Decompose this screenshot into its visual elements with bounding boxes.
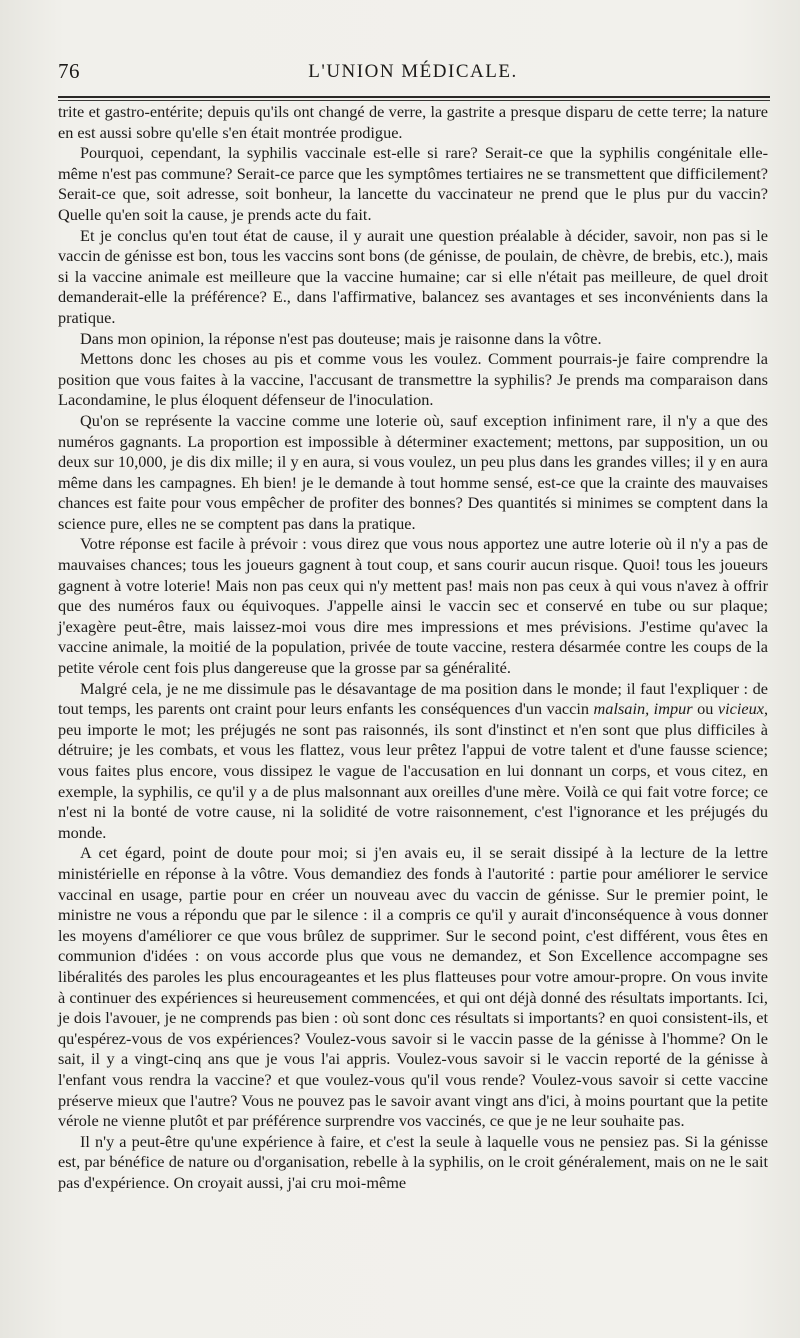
header-rule [58, 96, 770, 98]
header-rule-thin [58, 100, 770, 101]
paragraph [58, 679, 768, 844]
paragraph: Pourquoi, cependant, la syphilis vaccinale est-elle si rare? Serait-ce que la syphilis congénitale elle-même n'est pas commune? Serait-ce parce que les symptômes tertiaires ne se transmettent que difficilement? Serait-ce que, soit adresse, soit bonheur, la lancette du vaccinateur ne prend que le plus pur du vaccin? Quelle qu'en soit la cause, je prends acte du fait. [58, 143, 768, 224]
page-header [58, 55, 768, 89]
italic-term: malsain, impur [593, 699, 693, 719]
body-text [58, 102, 768, 1193]
paragraph: Dans mon opinion, la réponse n'est pas douteuse; mais je raisonne dans la vôtre. [80, 328, 602, 348]
page-number: 76 [58, 59, 80, 83]
paragraph: A cet égard, point de doute pour moi; si j'en avais eu, il se serait dissipé à la lecture de la lettre ministérielle en réponse à la vôtre. Vous demandiez des fonds à l'autorité : partie pour améliorer le service vaccinal en usage, partie pour en créer un nouveau avec du vaccin de génisse. Sur le premier point, le ministre ne vous a répondu que par le silence : il a compris ce qu'il y aurait d'inconséquence à vous donner les moyens d'améliorer ce que vous brûlez de supprimer. Sur le second point, c'est différent, vous êtes en communion d'idées : on vous accorde plus que vous ne demandez, et Son Excellence accompagne ses libéralités des paroles les plus encourageantes et les plus flatteuses pour votre amour-propre. On vous invite à continuer des expériences si heureusement commencées, et qui ont déjà donné des résultats importants. Ici, je dois l'avouer, je ne comprends pas bien : où sont donc ces résultats si importants? en quoi consistent-ils, et qu'espérez-vous de vos expériences? Voulez-vous savoir si le vaccin passe de la génisse à l'homme? On le sait, il y a vingt-cinq ans que je vous l'ai appris. Voulez-vous savoir si le vaccin reporté de la génisse à l'enfant vous rendra la vaccine? et que voulez-vous qu'il vous rende? Voulez-vous savoir si cette vaccine préserve mieux que l'autre? Vous ne pouvez pas le savoir avant vingt ans d'ici, à moins pourtant que la petite vérole ne vienne plutôt et par préférence surprendre vos vaccinés, ce que je ne leur souhaite pas. [58, 843, 768, 1131]
paragraph: Il n'y a peut-être qu'une expérience à faire, et c'est la seule à laquelle vous ne pensiez pas. Si la génisse est, par bénéfice de nature ou d'organisation, rebelle à la syphilis, on le croit généralement, mais on ne le sait pas d'expérience. On croyait aussi, j'ai cru moi-même [58, 1131, 768, 1192]
paragraph: Mettons donc les choses au pis et comme vous les voulez. Comment pourrais-je faire comprendre la position que vous faites à la vaccine, l'accusant de transmettre la syphilis? Je prends ma comparaison dans Lacondamine, le plus éloquent défenseur de l'inoculation. [58, 349, 768, 410]
paragraph-text: Malgré cela, je ne me dissimule pas le désavantage de ma position dans le monde; il faut l'expliquer : de tout temps, les parents ont craint pour leurs enfants les conséquences d'un vaccin [58, 678, 768, 719]
paragraph: Qu'on se représente la vaccine comme une loterie où, sauf exception infiniment rare, il n'y a que des numéros gagnants. La proportion est impossible à déterminer exactement; mettons, par supposition, un ou deux sur 10,000, je dis dix mille; il y en aura, si vous voulez, un peu plus dans les grandes villes; il y en aura même dans les campagnes. Eh bien! je le demande à tout homme sensé, est-ce que la crainte des mauvaises chances est faite pour vous empêcher de profiter des bonnes? Des quantités si minimes se comptent dans la science pure, elles ne se comptent pas dans la pratique. [58, 410, 768, 533]
paragraph: Votre réponse est facile à prévoir : vous direz que vous nous apportez une autre loterie où il n'y a pas de mauvaises chances; tous les joueurs gagnent à tout coup, et sans courir aucun risque. Quoi! tous les joueurs gagnent à votre loterie! Mais non pas ceux qui n'y mettent pas! mais non pas ceux à qui vous n'avez à offrir que des numéros faux ou équivoques. J'appelle ainsi le vaccin sec et conservé en tube ou sur plaque; j'exagère peut-être, mais laissez-moi vous dire mes impressions et mes prévisions. J'estime qu'avec la vaccine animale, la moitié de la population, privée de toute vaccine, restera désarmée contre les coups de la petite vérole cent fois plus dangereuse que la grosse par sa généralité. [58, 534, 768, 678]
paragraph-continuation: trite et gastro-entérite; depuis qu'ils ont changé de verre, la gastrite a presque disparu de cette terre; la nature en est aussi sobre qu'elle s'en était montrée prodigue. [58, 102, 768, 142]
running-title: L'UNION MÉDICALE. [308, 61, 518, 82]
paragraph-text: ou [692, 699, 718, 719]
italic-term: vicieux [717, 699, 764, 719]
paragraph: Et je conclus qu'en tout état de cause, il y aurait une question préalable à décider, savoir, non pas si le vaccin de génisse est bon, tous les vaccins sont bons (de génisse, de poulain, de chèvre, de brebis, etc.), mais si la vaccine animale est meilleure que la vaccine humaine; car si elle n'était pas meilleure, de quel droit demanderait-elle la préférence? E., dans l'affirmative, balancez ses avantages et ses inconvénients dans la pratique. [58, 225, 768, 327]
paragraph-text: , peu importe le mot; les préjugés ne sont pas raisonnés, ils sont d'instinct et n'en sont que plus difficiles à détruire; je les combats, et vous les flattez, vous leur prêtez l'appui de votre talent et d'une fausse science; vous faites plus encore, vous dissipez le vague de l'accusation en lui donnant un corps, et vous citez, en exemple, la syphilis, ce qu'il y a de plus malsonnant aux oreilles d'une mère. Voilà ce qui fait votre force; ce n'est ni la bonté de votre cause, ni la solidité de votre raisonnement, c'est l'ignorance et les préjugés du monde. [58, 699, 769, 842]
